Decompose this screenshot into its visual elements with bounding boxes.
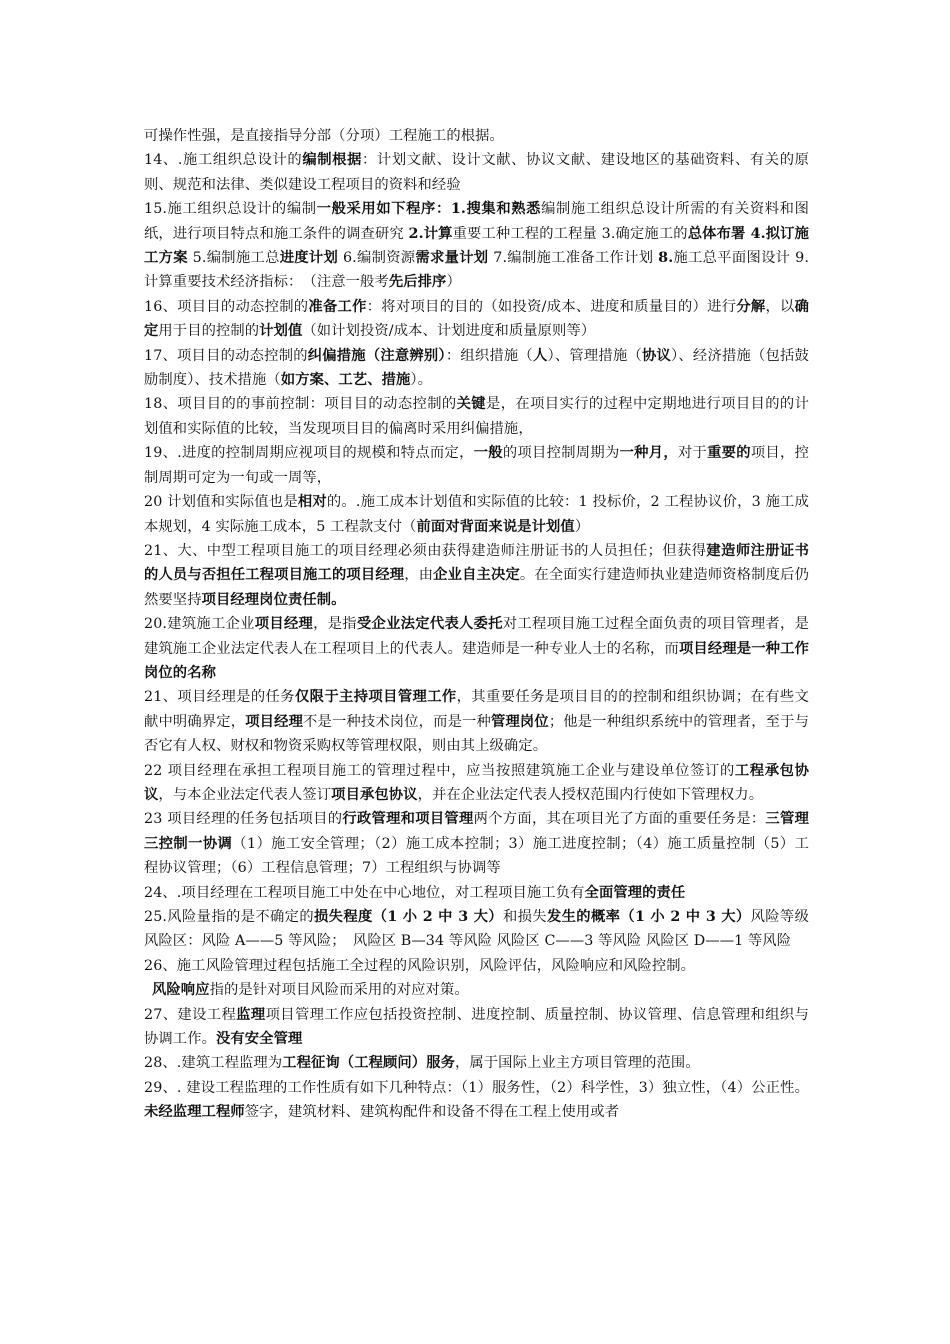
paragraph-p0 (144, 124, 809, 148)
paragraph-p26b (144, 978, 809, 1002)
text-run: 7.编制施工准备工作计划 (488, 250, 659, 267)
text-run: 和损失 (502, 909, 547, 925)
text-run: 24、.项目经理在工程项目施工中处在中心地位，对工程项目施工负有 (144, 884, 585, 901)
bold-text-run: 编制根据 (302, 152, 363, 169)
bold-text-run: 未经监理工程师 (144, 1104, 245, 1121)
bold-text-run: 管理岗位 (490, 713, 549, 730)
paragraph-p25 (144, 905, 809, 954)
text-run: ，并在企业法定代表人授权范围内行使如下管理权力。 (417, 786, 764, 803)
text-run: ，其重要任务是项目目的的控制和组织协调；在有些文献中明确界定， (144, 689, 809, 730)
bold-text-run: 先后排序 (388, 274, 447, 291)
text-run: ）。 (410, 372, 433, 389)
text-run: ，由 (404, 567, 434, 584)
bold-text-run: 如方案、工艺、措施 (280, 372, 411, 389)
text-run: 风险等级风险区：风险 A——5 等风险； 风险区 B—34 等风险 风险区 C——3 等风险 风险区 D——1 等风险 (144, 909, 809, 950)
bold-text-run: 项目经理 (254, 616, 314, 633)
text-run: 20.建筑施工企业 (144, 616, 255, 633)
text-run: 26、施工风险管理过程包括施工全过程的风险识别，风险评估，风险响应和风险控制。 (144, 957, 696, 974)
bold-text-run: 工程承包协议 (144, 762, 809, 803)
bold-text-run: 项目承包协议 (331, 786, 418, 803)
bold-text-run: 分解 (736, 298, 766, 315)
bold-text-run: 全面管理的责任 (584, 884, 686, 901)
text-run: ：组织措施（ (445, 347, 533, 364)
paragraph-p24 (144, 881, 809, 905)
bold-text-run: 准备工作 (308, 298, 367, 315)
bold-text-run: 建造师注册证书的人员与否担任工程项目施工的项目经理 (144, 542, 809, 584)
text-run: ：计划文献、设计文献、协议文献、建设地区的基础资料、有关的原则、规范和法律、类似建设工程项目的资料和经验 (144, 152, 810, 193)
text-run: 20 计划值和实际值也是 (144, 494, 298, 511)
paragraph-p21b (144, 685, 809, 758)
text-run: 可操作性强，是直接指导分部（分项）工程施工的根据。 (144, 128, 504, 144)
bold-text-run: 进度计划 (279, 250, 339, 267)
paragraph-p15 (144, 197, 809, 295)
text-run: （1）施工安全管理；（2）施工成本控制；3）施工进度控制；（4）施工质量控制（5）工程协议管理；（6）工程信息管理；7）工程组织与协调等 (144, 835, 809, 877)
text-run: 指的是针对项目风险而采用的对应对策。 (209, 982, 469, 999)
text-run: ，属于国际上业主方项目管理的范围。 (454, 1055, 700, 1072)
text-run: 25.风险量指的是不确定的 (144, 909, 315, 925)
paragraph-p21a (144, 539, 809, 612)
bold-text-run: 关键 (456, 396, 487, 413)
text-run: 6.编制资源 (338, 250, 416, 267)
bold-text-run: 重要的 (707, 445, 751, 462)
bold-text-run: 监理 (236, 1006, 266, 1023)
paragraph-p23 (144, 807, 809, 880)
bold-text-run: 总体布署 4.拟订施工方案 (144, 225, 809, 267)
bold-text-run: 服务 (426, 1055, 455, 1072)
bold-text-run: 损失程度（1 小 2 中 3 大） (314, 909, 503, 925)
text-run: ，与本企业法定代表人签订 (158, 786, 332, 803)
bold-text-run: 协议 (641, 347, 672, 364)
text-run: 29、. 建设工程监理的工作性质有如下几种特点：（1）服务性，（2）科学性，3）独立性，（4）公正性。 (144, 1079, 809, 1096)
paragraph-p20b (144, 612, 809, 685)
text-run: ：将对项目的目的（如投资/成本、进度和质量目的）进行 (366, 298, 737, 315)
bold-text-run: 工程征询（工程顾问） (282, 1055, 427, 1072)
text-run: 编制施工组织总设计所需的有关资料和图纸，进行项目特点和施工条件的调查研究 (144, 201, 809, 242)
bold-text-run: 一般 (473, 445, 503, 462)
text-run: 的。.施工成本计划值和实际值的比较：1 投标价，2 工程协议价，3 施工成本规划，4 实际施工成本，5 工程款支付（ (144, 494, 810, 535)
text-run: 5.编制施工总 (187, 250, 280, 267)
bold-text-run: 风险响应 (152, 982, 210, 999)
bold-text-run: 一般采用如下程序：1.搜集和熟悉 (316, 201, 542, 218)
text-run: 15.施工组织总设计的编制 (144, 201, 317, 218)
paragraph-p22 (144, 759, 809, 808)
text-run: 对于 (677, 445, 708, 462)
bold-text-run: 前面对背面来说是计划值 (416, 518, 575, 535)
paragraph-p29 (144, 1076, 809, 1125)
text-run: （如计划投资/成本、计划进度和质量原则等） (302, 323, 596, 340)
text-run: ） (446, 274, 461, 291)
text-run: 是，在项目实行的过程中定期地进行项目目的的计划值和实际值的比较，当发现项目目的偏离时采用纠偏措施， (144, 396, 810, 437)
paragraph-p17 (144, 344, 809, 393)
text-run: 两个方面，其在项目光了方面的重要任务是： (473, 811, 766, 828)
bold-text-run: 受企业法定代表人委托 (356, 616, 503, 633)
bold-text-run: 8. (658, 250, 674, 267)
paragraph-p16 (144, 295, 809, 344)
text-run: 19、.进度的控制周期应视项目的规模和特点而定， (144, 445, 474, 462)
text-run: 28、.建筑工程监理为 (144, 1055, 283, 1072)
bold-text-run: 计划值 (259, 323, 303, 340)
text-run: 项目，控制周期可定为一旬或一周等， (144, 445, 809, 486)
text-run: 对工程项目施工过程全面负责的项目管理者，是建筑施工企业法定代表人在工程项目上的代表人。建造师是一种专业人士的名称，而 (144, 616, 809, 657)
paragraph-p27 (144, 1003, 809, 1052)
text-run: 重要工种工程的工程量 3.确定施工的 (452, 225, 688, 242)
bold-text-run: 2.计算 (408, 225, 453, 242)
bold-text-run: 相对 (297, 494, 327, 511)
bold-text-run: 一种月， (619, 445, 678, 462)
text-run: 。在全面实行建造师执业建造师资格制度后仍然要坚持 (144, 567, 809, 608)
paragraph-p19 (144, 441, 809, 490)
bold-text-run: 三管理三控制一协调 (144, 811, 809, 852)
text-run: 21、大、中型工程项目施工的项目经理必须由获得建造师注册证书的人员担任；但获得 (144, 542, 707, 559)
text-run: ，以 (765, 298, 795, 315)
bold-text-run: 行政管理和项目管理 (342, 811, 474, 828)
bold-text-run: 项目经理 (245, 713, 304, 730)
bold-text-run: 确定 (144, 298, 810, 340)
bold-text-run: 纠偏措施（注意辨别） (307, 347, 446, 364)
text-run: 的项目控制周期为 (502, 445, 620, 462)
text-run: 用于目的控制的 (158, 323, 260, 340)
paragraph-p28 (144, 1051, 809, 1075)
bold-text-run: 人 (532, 347, 548, 364)
bold-text-run: 企业自主决定 (433, 567, 520, 584)
text-run: ）、经济措施（包括鼓励制度）、技术措施（ (144, 347, 809, 389)
text-run: 施工总平面图设计 9.计算重要技术经济指标： （注意一般考 (144, 250, 809, 291)
text-run: ，是指 (313, 616, 357, 633)
bold-text-run: 没有安全管理 (215, 1031, 303, 1048)
text-run: ） (574, 518, 590, 535)
bold-text-run: 仅限于主持项目管理工作 (294, 689, 457, 706)
text-run: 签字，建筑材料、建筑构配件和设备不得在工程上使用或者 (244, 1104, 620, 1121)
text-run: 16、项目目的动态控制的 (144, 298, 309, 315)
text-run: 27、建设工程 (144, 1006, 237, 1023)
paragraph-p18 (144, 392, 809, 441)
text-run: 14、.施工组织总设计的 (144, 152, 303, 169)
paragraph-p20 (144, 490, 809, 539)
text-run: 23 项目经理的任务包括项目的 (144, 811, 343, 828)
text-run: 项目管理工作应包括投资控制、进度控制、质量控制、协议管理、信息管理和组织与协调工作。 (144, 1006, 809, 1048)
text-run: ）、管理措施（ (547, 347, 642, 364)
paragraph-p14 (144, 148, 809, 197)
bold-text-run: 发生的概率（1 小 2 中 3 大） (546, 909, 751, 925)
document-page (144, 124, 809, 1125)
bold-text-run: 项目经理岗位责任制。 (201, 591, 346, 608)
bold-text-run: 需求量计划 (415, 250, 489, 267)
text-run: 17、项目目的动态控制的 (144, 347, 308, 364)
text-run: 不是一种技术岗位，而是一种 (303, 713, 491, 730)
text-run: 22 项目经理在承担工程项目施工的管理过程中，应当按照建筑施工企业与建设单位签订的 (144, 762, 735, 779)
text-run: 21、项目经理是的任务 (144, 689, 295, 706)
bold-text-run: 项目经理是一种工作岗位的名称 (144, 640, 809, 681)
text-run: ；他是一种组织系统中的管理者，至于与否它有人权、财权和物资采购权等管理权限，则由其上级确定。 (144, 713, 809, 755)
paragraph-p26 (144, 954, 809, 978)
text-run: 18、项目目的的事前控制：项目目的动态控制的 (144, 396, 457, 413)
